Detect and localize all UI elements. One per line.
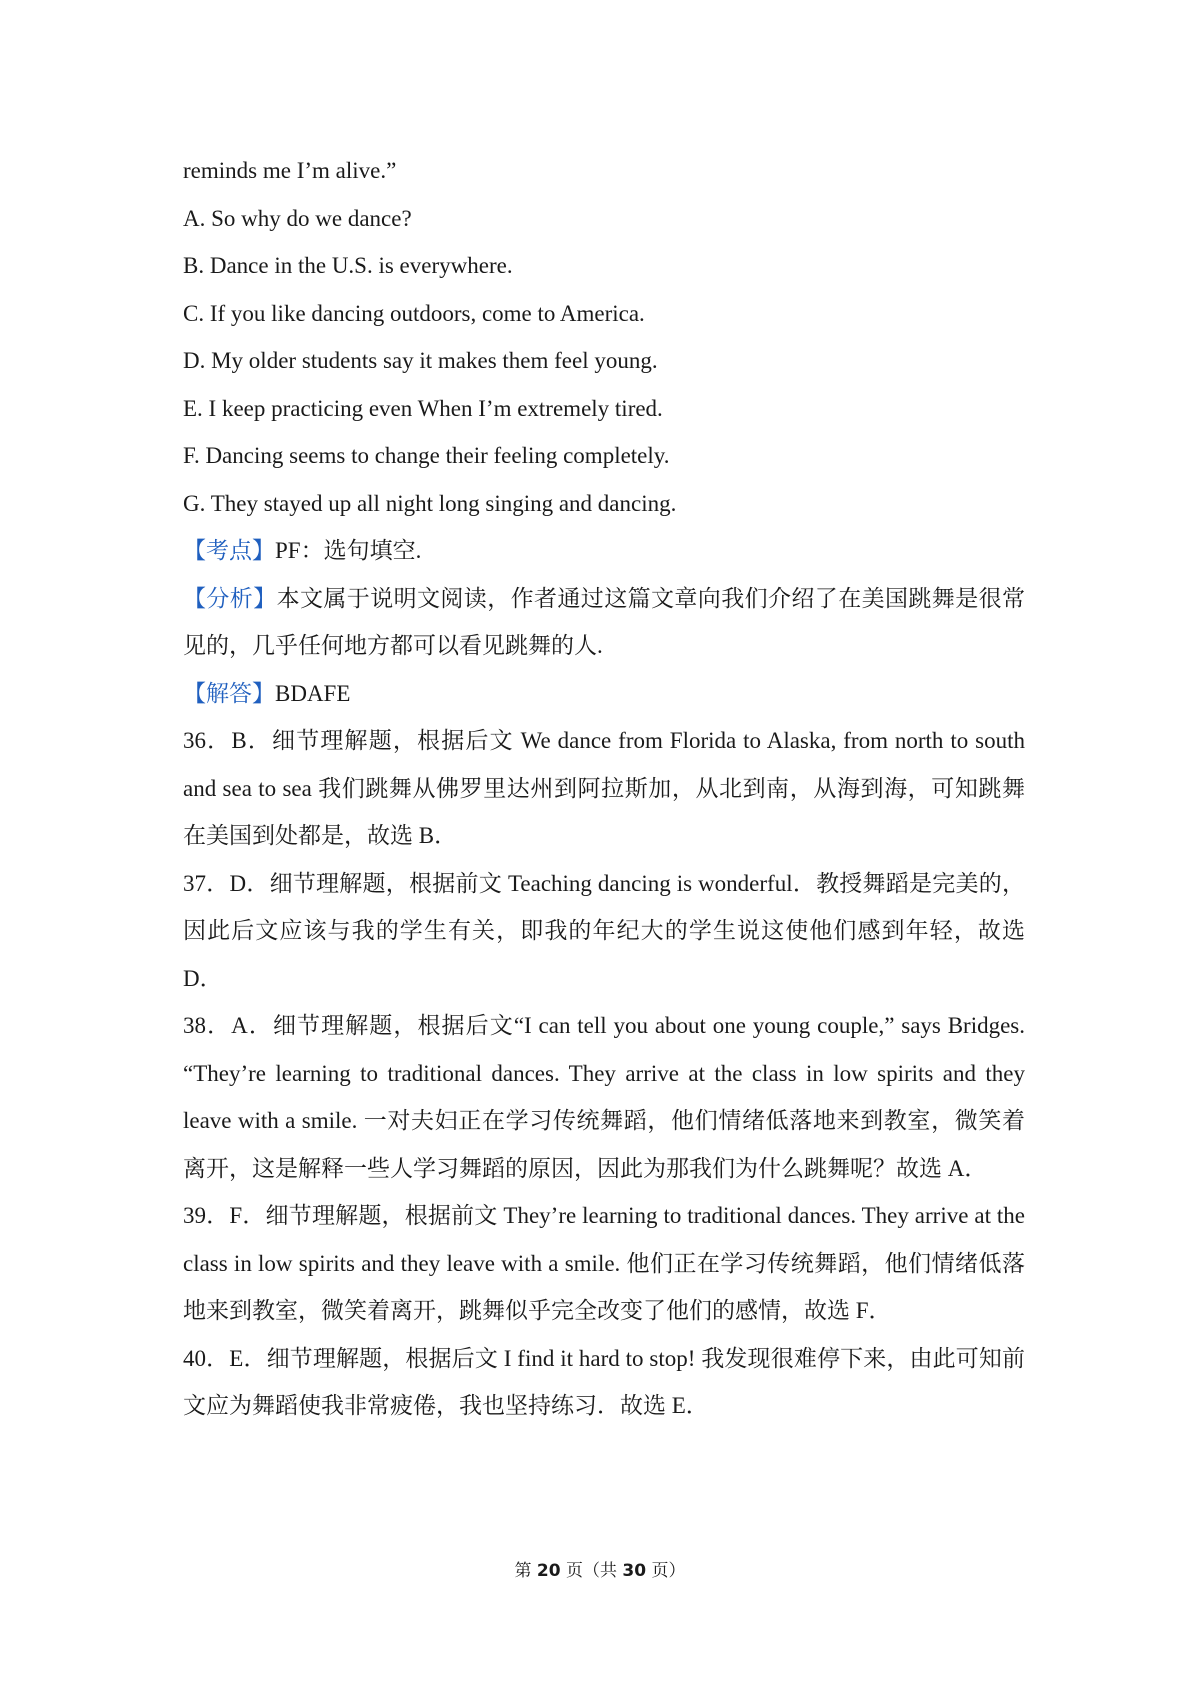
option-g: G. They stayed up all night long singing and dancing. (183, 490, 677, 516)
option-f: F. Dancing seems to change their feeling completely. (183, 443, 670, 468)
footer-middle: 页（共 (560, 1561, 623, 1581)
jieda-text: BDAFE (275, 680, 351, 706)
fenxi-text: 本文属于说明文阅读，作者通过这篇文章向我们介绍了在美国跳舞是很常见的，几乎任何地方都可以看见跳舞的人. (183, 585, 1026, 658)
option-d: D. My older students say it makes them feel young. (183, 348, 658, 373)
jieda-tag: 【解答】 (183, 680, 275, 706)
page-content (183, 147, 1025, 1430)
jieda-section (183, 670, 1025, 718)
kaodian-tag: 【考点】 (183, 538, 275, 563)
footer-prefix: 第 (514, 1561, 537, 1581)
kaodian-section (183, 527, 1025, 575)
page-footer (0, 1556, 1200, 1581)
footer-suffix: 页） (646, 1561, 686, 1581)
fenxi-tag: 【分析】 (183, 585, 277, 611)
fenxi-section (183, 575, 1025, 670)
option-e: E. I keep practicing even When I’m extremely tired. (183, 395, 663, 421)
answer-38: 38．A．细节理解题，根据后文“I can tell you about one young couple,” says Bridges. “They’re learning to traditional dances. They arrive at the class in low spirits and they leave with a smile. 一对夫妇正在学习传统舞蹈，他们情绪低落地来到教室，微笑着离开，这是解释一些人学习舞蹈的原因，因此为那我们为什么跳舞呢？故选 A． (183, 1013, 1025, 1181)
passage-ending-line: reminds me I’m alive.” (183, 158, 397, 183)
option-b: B. Dance in the U.S. is everywhere. (183, 253, 513, 278)
footer-current-page: 20 (536, 1561, 561, 1581)
answer-40: 40．E．细节理解题，根据后文 I find it hard to stop! 我发现很难停下来，由此可知前文应为舞蹈使我非常疲倦，我也坚持练习．故选 E． (183, 1345, 1025, 1418)
kaodian-text: PF：选句填空. (275, 538, 422, 563)
option-a: A. So why do we dance? (183, 205, 412, 231)
answer-37: 37．D．细节理解题，根据前文 Teaching dancing is wonderful．教授舞蹈是完美的，因此后文应该与我的学生有关，即我的年纪大的学生说这使他们感到年轻，故选 D． (183, 870, 1025, 991)
answer-39: 39．F．细节理解题，根据前文 They’re learning to traditional dances. They arrive at the class in low spirits and they leave with a smile. 他们正在学习传统舞蹈，他们情绪低落地来到教室，微笑着离开，跳舞似乎完全改变了他们的感情，故选 F． (183, 1203, 1025, 1323)
footer-total-pages: 30 (622, 1561, 647, 1581)
option-c: C. If you like dancing outdoors, come to America. (183, 300, 645, 326)
answer-36: 36．B．细节理解题，根据后文 We dance from Florida to Alaska, from north to south and sea to sea 我们跳舞从佛罗里达州到阿拉斯加，从北到南，从海到海，可知跳舞在美国到处都是，故选 B． (183, 728, 1025, 848)
